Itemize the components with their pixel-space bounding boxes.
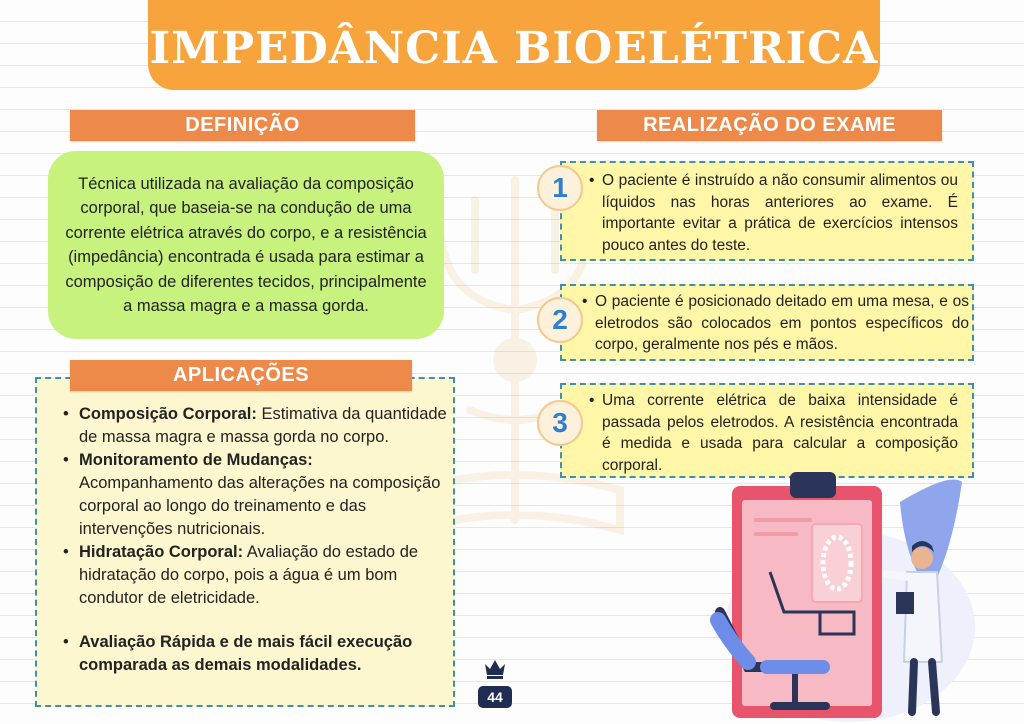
applications-list bbox=[63, 403, 447, 677]
step-number-1: 1 bbox=[537, 165, 583, 211]
application-item: • Monitoramento de Mudanças: Acompanhamento das alterações na composição corporal ao longo do treinamento e das intervenções nutricionais. bbox=[63, 449, 447, 541]
application-item: • Hidratação Corporal: Avaliação do estado de hidratação do corpo, pois a água é um bom condutor de eletricidade. bbox=[63, 541, 447, 610]
step-number-3: 3 bbox=[537, 400, 583, 446]
page-number-badge: 44 bbox=[478, 686, 512, 708]
definition-box bbox=[48, 151, 444, 339]
application-item: • Composição Corporal: Estimativa da quantidade de massa magra e massa gorda no corpo. bbox=[63, 403, 447, 449]
applications-box bbox=[35, 377, 455, 707]
step-number-2: 2 bbox=[537, 297, 583, 343]
step-text-1: • O paciente é instruído a não consumir alimentos ou líquidos nas horas anteriores ao exame. É importante evitar a prática de exercícios intensos pouco antes do teste. bbox=[602, 170, 958, 256]
step-text-3: • Uma corrente elétrica de baixa intensidade é passada pelos eletrodos. A resistência encontrada é medida e usada para calcular a composição corporal. bbox=[602, 390, 958, 476]
clipboard-illustration bbox=[700, 462, 980, 724]
definition-header: DEFINIÇÃO bbox=[70, 110, 415, 141]
application-item: • Avaliação Rápida e de mais fácil execução comparada as demais modalidades. bbox=[63, 631, 447, 677]
step-box-2 bbox=[560, 284, 974, 361]
applications-header: APLICAÇÕES bbox=[70, 360, 412, 391]
exam-header: REALIZAÇÃO DO EXAME bbox=[597, 110, 942, 141]
step-box-1 bbox=[560, 161, 974, 261]
title-banner bbox=[148, 0, 880, 90]
step-text-2: • O paciente é posicionado deitado em uma mesa, e os eletrodos são colocados em pontos específicos do corpo, geralmente nos pés e mãos. bbox=[595, 291, 969, 356]
crown-logo-icon bbox=[482, 656, 508, 682]
page-title: IMPEDÂNCIA BIOELÉTRICA bbox=[149, 22, 879, 74]
definition-text: Técnica utilizada na avaliação da composição corporal, que baseia-se na condução de uma corrente elétrica através do corpo, e a resistência (impedância) encontrada é usada para estimar a composição de diferentes tecidos, principalmente a massa magra e a massa gorda. bbox=[65, 174, 427, 315]
